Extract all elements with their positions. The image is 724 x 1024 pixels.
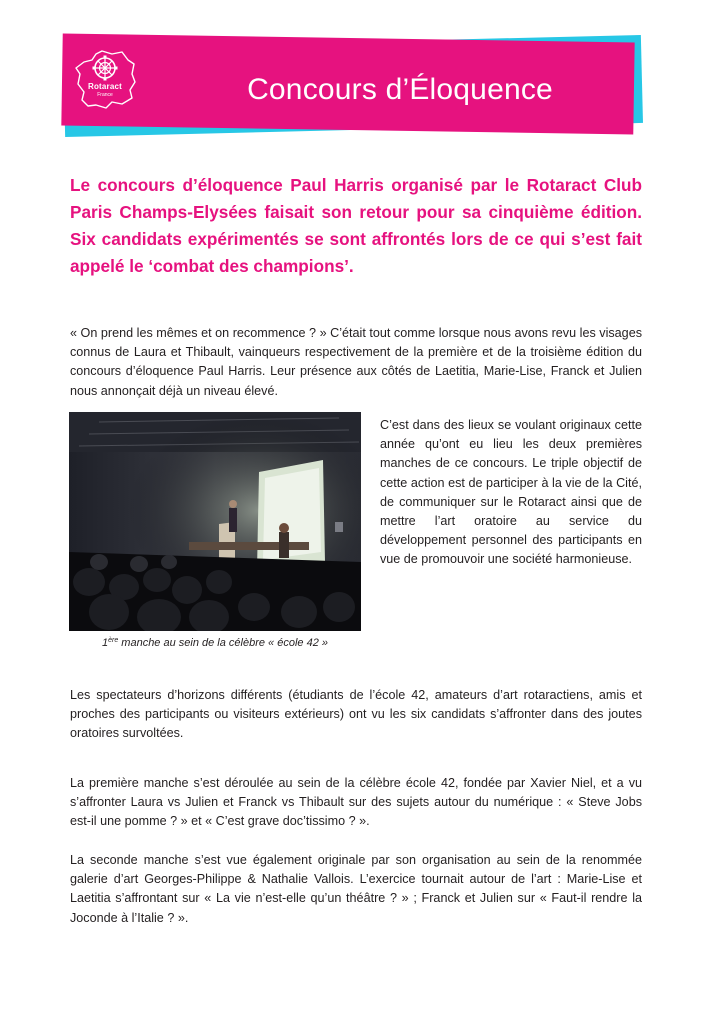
- paragraph-spectators: Les spectateurs d’horizons différents (étudiants de l’école 42, amateurs d’art rotaractiens, amis et proches des participants ou visiteurs extérieurs) ont vu les six candidats s’affronter dans des joutes oratoires survoltées.: [70, 688, 642, 741]
- rotaract-logo: [72, 48, 138, 110]
- france-map-icon: [72, 48, 138, 110]
- event-photo: [69, 412, 361, 631]
- caption-text: manche au sein de la célèbre « école 42 »: [118, 637, 328, 649]
- paragraph-first-round: La première manche s’est déroulée au sein de la célèbre école 42, fondée par Xavier Niel, et a vu s’affronter Laura vs Julien et Franck vs Thibault sur des sujets autour du numérique : « Steve Jobs est-il une pomme ? » et « C’est grave doc’tissimo ? ».: [70, 776, 642, 829]
- logo-subtitle: France: [97, 92, 113, 98]
- photo-caption: [69, 637, 361, 649]
- header-banner: [0, 0, 724, 150]
- paragraph-locations: C’est dans des lieux se voulant originaux cette année qu’ont eu lieu les deux premières manches de ce concours. Le triple objectif de cette action est de participer à la vie de la Cité, de communiquer sur le Rotaract ainsi que de mettre l’art oratoire au service du développement personnel des participants en vue de promouvoir une société harmonieuse.: [380, 418, 642, 567]
- paragraph-second-round: La seconde manche s’est vue également originale par son organisation au sein de la renommée galerie d’art Georges-Philippe & Nathalie Vallois. L’exercice tournait autour de l’art : Marie-Lise et Laetitia s’affrontant sur « La vie n’est-elle qu’un théâtre ? » ; Franck et Julien sur « Faut-il rendre la Joconde à l’Italie ? ».: [70, 853, 642, 925]
- rotary-wheel-icon: [93, 56, 118, 81]
- page-title: Concours d’Éloquence: [247, 73, 553, 106]
- caption-ordinal-suffix: ère: [108, 637, 119, 644]
- lead-paragraph: Le concours d’éloquence Paul Harris organisé par le Rotaract Club Paris Champs-Elysées faisait son retour pour sa cinquième édition. Six candidats expérimentés se sont affrontés lors de ce qui s’est fait appelé le ‘combat des champions’.: [70, 175, 642, 276]
- logo-name: Rotaract: [87, 82, 123, 91]
- paragraph-intro: « On prend les mêmes et on recommence ? » C’était tout comme lorsque nous avons revu les visages connus de Laura et Thibault, vainqueurs respectivement de la première et de la troisième édition du concours d’éloquence Paul Harris. Leur présence aux côtés de Laetitia, Marie-Lise, Franck et Julien nous annonçait déjà un niveau élevé.: [70, 326, 642, 398]
- caption-ordinal: 1: [101, 637, 109, 649]
- audience-stage-illustration: [69, 412, 361, 631]
